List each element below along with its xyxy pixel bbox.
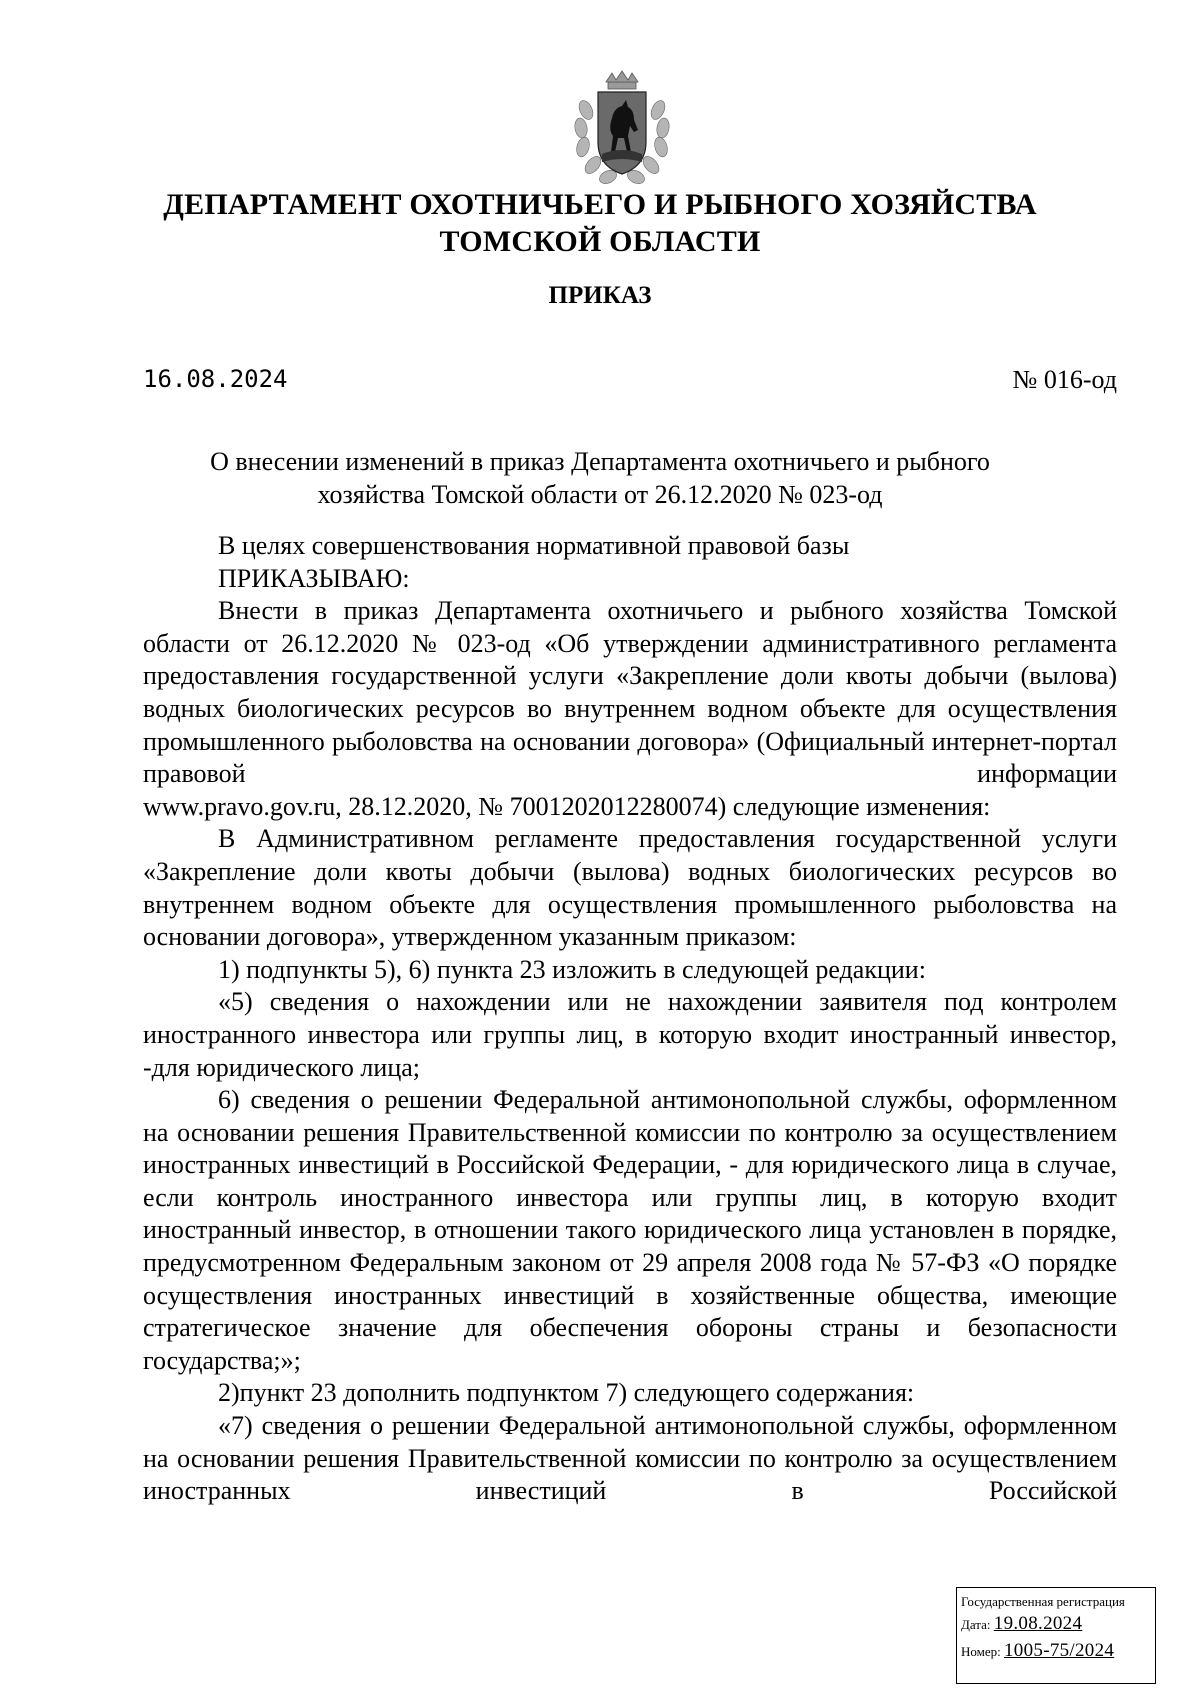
subject-line-1: О внесении изменений в приказ Департамента охотничьего и рыбного: [210, 447, 990, 476]
document-number: № 016-од: [1012, 365, 1117, 394]
registration-title: Государственная регистрация: [961, 1594, 1125, 1609]
registration-date-row: [961, 1611, 1151, 1638]
organization-name-line-1: ДЕПАРТАМЕНТ ОХОТНИЧЬЕГО И РЫБНОГО ХОЗЯЙСТВА: [163, 188, 1037, 221]
order-word: ПРИКАЗЫВАЮ:: [218, 563, 410, 593]
document-type: ПРИКАЗ: [548, 282, 652, 309]
item-1-subitem-6: 6) сведения о решении Федеральной антимонопольной службы, оформленном на основании решения Правительственной комиссии по контролю за осуществлением иностранных инвестиций в Российской Федерации, - для юридического лица в случае, если контроль иностранного инвестора или группы лиц, в которую входит иностранный инвестор, в отношении такого юридического лица установлен в порядке, предусмотренном Федеральным законом от 29 апреля 2008 года № 57-ФЗ «О порядке осуществления иностранных инвестиций в хозяйственные общества, имеющие стратегическое значение для обеспечения обороны страны и безопасности государства;»;: [143, 1085, 1117, 1375]
intro-paragraph-end: www.pravo.gov.ru, 28.12.2020, № 7001202012280074) следующие изменения:: [143, 791, 991, 821]
intro-paragraph: Внести в приказ Департамента охотничьего и рыбного хозяйства Томской области от 26.12.2020 № 023-од «Об утверждении административного регламента предоставления государственной услуги «Закрепление доли квоты добычи (вылова) водных биологических ресурсов во внутреннем водном объекте для осуществления промышленного рыболовства на основании договора» (Официальный интернет-портал правовой информации: [143, 596, 1117, 789]
document-date: 16.08.2024: [143, 365, 288, 393]
registration-number-label: Номер:: [961, 1644, 1001, 1659]
registration-stamp: [956, 1587, 1156, 1684]
document-body: [143, 530, 1117, 1508]
item-1-paragraph: 1) подпункты 5), 6) пункта 23 изложить в следующей редакции:: [218, 954, 926, 984]
regulation-paragraph: В Административном регламенте предоставления государственной услуги «Закрепление доли квоты добычи (вылова) водных биологических ресурсов во внутреннем водном объекте для осуществления промышленного рыболовства на основании договора», утвержденном указанным приказом:: [143, 824, 1117, 952]
document-subject: [150, 445, 1050, 511]
organization-name-line-2: ТОМСКОЙ ОБЛАСТИ: [439, 225, 761, 258]
item-1-subitem-5: «5) сведения о нахождении или не нахождении заявителя под контролем иностранного инвестора или группы лиц, в которую входит иностранный инвестор, -для юридического лица;: [143, 987, 1117, 1082]
item-2-paragraph: 2)пункт 23 дополнить подпунктом 7) следующего содержания:: [218, 1378, 915, 1408]
coat-of-arms-icon: [568, 70, 676, 188]
preamble-paragraph: В целях совершенствования нормативной правовой базы: [218, 531, 850, 560]
subject-line-2: хозяйства Томской области от 26.12.2020 № 023-од: [317, 480, 883, 509]
item-2-subitem-7: «7) сведения о решении Федеральной антимонопольной службы, оформленном на основании решения Правительственной комиссии по контролю за осуществлением иностранных инвестиций в Российской: [143, 1411, 1117, 1506]
registration-date-value: 19.08.2024: [993, 1613, 1083, 1634]
registration-number-value: 1005-75/2024: [1004, 1640, 1115, 1661]
registration-number-row: [961, 1638, 1151, 1665]
registration-date-label: Дата:: [961, 1617, 991, 1632]
